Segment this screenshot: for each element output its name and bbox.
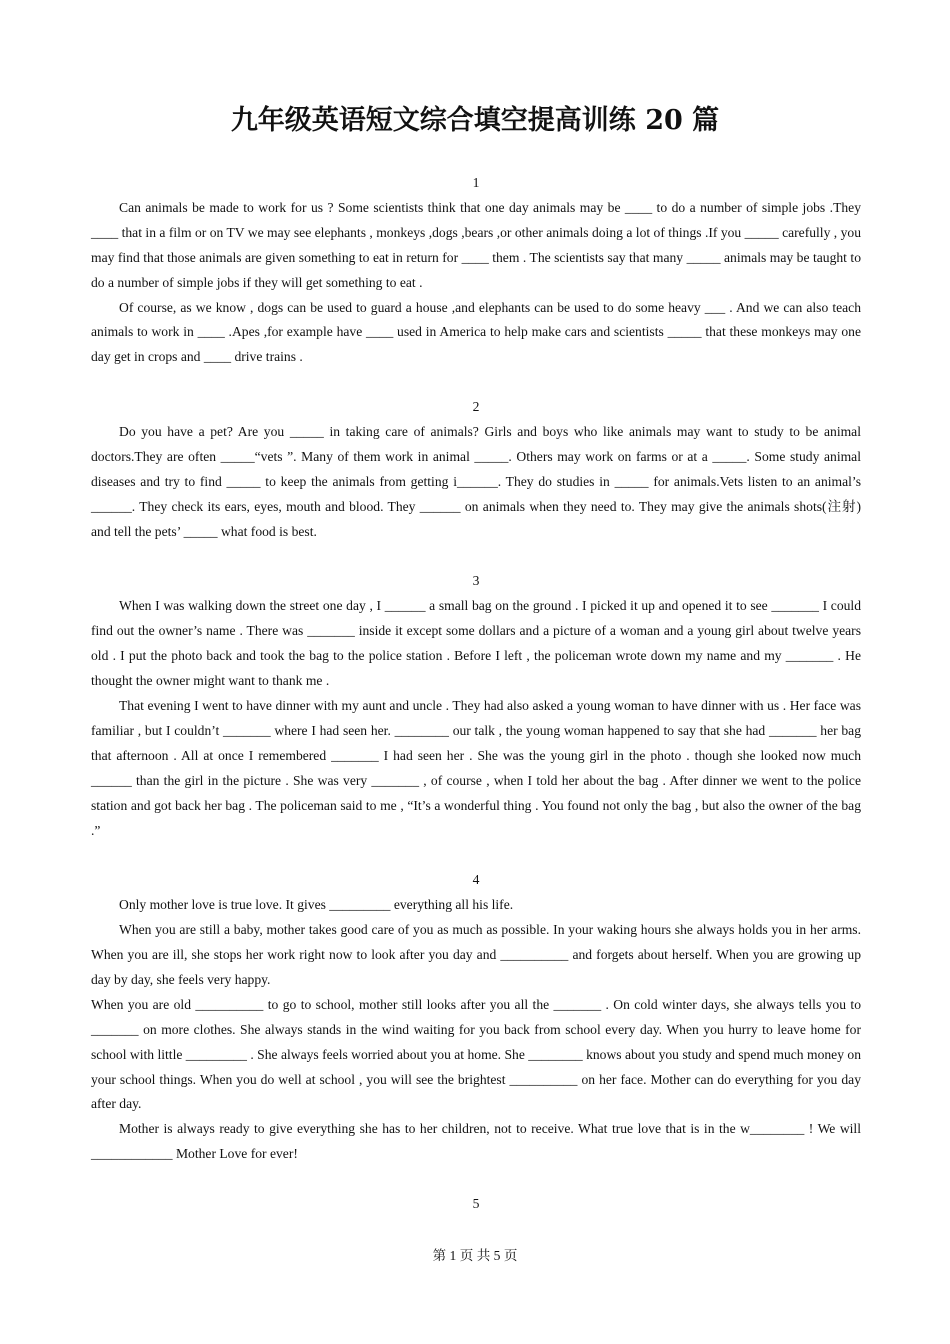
passage-spacer — [91, 843, 861, 868]
document-title: 九年级英语短文综合填空提高训练 20 篇 — [230, 105, 720, 136]
passage-paragraph: When you are still a baby, mother takes good care of you as much as possible. In your waking hours she always holds you in her arms. When you are ill, she stops her work right now to look after you day and __________ and forgets about herself. When you are growing up day by day, she feels very happy. — [91, 922, 861, 987]
page-footer: 第 1 页 共 5 页 — [432, 1248, 518, 1263]
passage-paragraph: Can animals be made to work for us ? Some scientists think that one day animals may be ____ to do a number of simple jobs .They ____ that in a film or on TV we may see elephants , monkeys ,dogs ,bears ,or other animals doing a lot of things .If you _____ carefully , you may find that those animals are given something to eat in return for ____ them . The scientists say that many _____ animals may be taught to do a number of simple jobs if they will get something to eat . — [91, 199, 861, 290]
passage-5 — [91, 1192, 861, 1217]
passage-4 — [91, 868, 861, 1167]
passage-3 — [91, 569, 861, 843]
passage-spacer — [91, 1167, 861, 1192]
passage-spacer — [91, 370, 861, 395]
passage-1 — [91, 171, 861, 370]
passage-number: 5 — [472, 1196, 480, 1212]
document-content — [91, 171, 861, 1217]
passage-number: 2 — [472, 399, 480, 415]
passage-paragraph: Only mother love is true love. It gives _________ everything all his life. — [119, 897, 514, 913]
passage-2 — [91, 395, 861, 544]
passage-paragraph: Mother is always ready to give everything she has to her children, not to receive. What true love that is in the w________ ! We will ____________ Mother Love for ever! — [91, 1121, 861, 1162]
passage-paragraph: Do you have a pet? Are you _____ in taking care of animals? Girls and boys who like animals may want to study to be animal doctors.They are often _____“vets ”. Many of them work in animal _____. Others may work on farms or at a _____. Some study animal diseases and try to find _____ to keep the animals from getting i______. They do studies in _____ for animals.Vets listen to an animal’s ______. They check its ears, eyes, mouth and blood. They ______ on animals when they need to. They may give the animals shots(注射) and tell the pets’ _____ what food is best. — [91, 424, 861, 539]
passage-number: 4 — [472, 872, 480, 888]
passage-spacer — [91, 545, 861, 570]
passage-paragraph: When you are old __________ to go to school, mother still looks after you all the _______ . On cold winter days, she always tells you to _______ on more clothes. She always stands in the wind waiting for you back from school every day. When you hurry to leave home for school with little _________ . She always feels worried about you at home. She ________ knows about you study and spend much money on your school things. When you do well at school , you will see the brightest __________ on her face. Mother can do everything for you day after day. — [91, 996, 861, 1112]
passage-number: 3 — [472, 573, 480, 589]
passage-paragraph: That evening I went to have dinner with my aunt and uncle . They had also asked a young woman to have dinner with us . Her face was familiar , but I couldn’t _______ where I had seen her. ________ our talk , the young woman happened to say that she had _______ her bag that afternoon . All at once I remembered _______ I had seen her . She was the young girl in the photo . though she looked now much ______ than the girl in the picture . She was very _______ , of course , when I told her about the bag . After dinner we went to the police station and got back her bag . The policeman said to me , “It’s a wonderful thing . You found not only the bag , but also the owner of the bag .” — [91, 698, 861, 838]
passage-number: 1 — [472, 175, 480, 190]
passage-paragraph: Of course, as we know , dogs can be used to guard a house ,and elephants can be used to do some heavy ___ . And we can also teach animals to work in ____ .Apes ,for example have ____ used in America to help make cars and scientists _____ that these monkeys may one day get in crops and ____ drive trains . — [91, 299, 861, 365]
passage-paragraph: When I was walking down the street one day , I ______ a small bag on the ground . I picked it up and opened it to see _______ I could find out the owner’s name . There was _______ inside it except some dollars and a picture of a woman and a young girl about twelve years old . I put the photo back and took the bag to the police station . Before I left , the policeman wrote down my name and my _______ . He thought the owner might want to thank me . — [91, 598, 861, 689]
